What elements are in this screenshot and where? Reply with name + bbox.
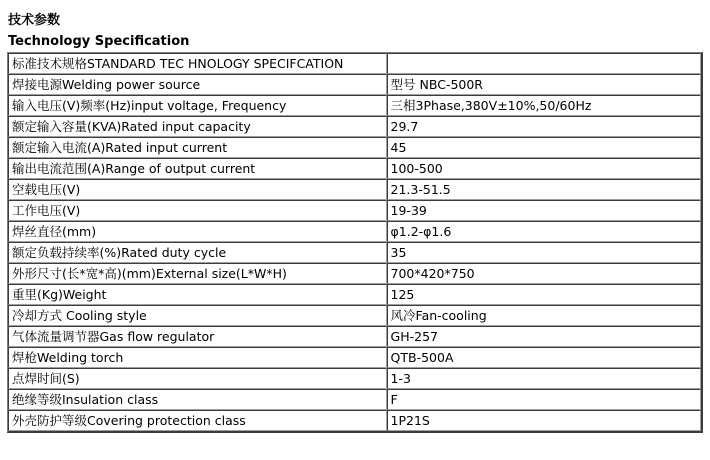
table-row xyxy=(8,179,701,200)
table-row xyxy=(8,137,701,158)
param-cell: 焊枪Welding torch xyxy=(8,347,387,368)
table-row xyxy=(8,95,701,116)
value-cell: 100-500 xyxy=(387,158,701,179)
param-cell: 额定输入容量(KVA)Rated input capacity xyxy=(8,116,387,137)
value-cell: 1-3 xyxy=(387,368,701,389)
param-cell: 冷却方式 Cooling style xyxy=(8,305,387,326)
table-row xyxy=(8,389,701,410)
value-cell: 风冷Fan-cooling xyxy=(387,305,701,326)
param-cell: 焊接电源Welding power source xyxy=(8,74,387,95)
param-cell: 气体流量调节器Gas flow regulator xyxy=(8,326,387,347)
table-row xyxy=(8,326,701,347)
table-row xyxy=(8,347,701,368)
param-cell: 绝缘等级Insulation class xyxy=(8,389,387,410)
param-cell: 工作电压(V) xyxy=(8,200,387,221)
table-row xyxy=(8,305,701,326)
value-cell: 29.7 xyxy=(387,116,701,137)
param-cell: 外形尺寸(长*宽*高)(mm)External size(L*W*H) xyxy=(8,263,387,284)
param-cell: 点焊时间(S) xyxy=(8,368,387,389)
value-cell: 45 xyxy=(387,137,701,158)
value-cell: 21.3-51.5 xyxy=(387,179,701,200)
param-cell: 焊丝直径(mm) xyxy=(8,221,387,242)
page-title-en: Technology Specification xyxy=(8,34,190,49)
value-cell: 35 xyxy=(387,242,701,263)
value-cell: GH-257 xyxy=(387,326,701,347)
param-cell: 输入电压(V)频率(Hz)input voltage, Frequency xyxy=(8,95,387,116)
value-cell xyxy=(387,53,701,74)
param-cell: 额定输入电流(A)Rated input current xyxy=(8,137,387,158)
page-title-cn: 技术参数 xyxy=(8,13,61,28)
param-cell: 输出电流范围(A)Range of output current xyxy=(8,158,387,179)
spec-table xyxy=(7,52,703,433)
table-row xyxy=(8,284,701,305)
param-cell: 额定负载持续率(%)Rated duty cycle xyxy=(8,242,387,263)
value-cell: 700*420*750 xyxy=(387,263,701,284)
param-cell: 标准技术规格STANDARD TEC HNOLOGY SPECIFCATION xyxy=(8,53,387,74)
value-cell: 型号 NBC-500R xyxy=(387,74,701,95)
table-row xyxy=(8,221,701,242)
param-cell: 外壳防护等级Covering protection class xyxy=(8,410,387,431)
spec-table-body xyxy=(8,53,701,431)
value-cell: F xyxy=(387,389,701,410)
value-cell: 19-39 xyxy=(387,200,701,221)
table-row xyxy=(8,263,701,284)
table-row xyxy=(8,410,701,431)
table-row xyxy=(8,368,701,389)
table-row xyxy=(8,158,701,179)
param-cell: 重里(Kg)Weight xyxy=(8,284,387,305)
table-row xyxy=(8,242,701,263)
table-row xyxy=(8,53,701,74)
value-cell: φ1.2-φ1.6 xyxy=(387,221,701,242)
value-cell: QTB-500A xyxy=(387,347,701,368)
table-row xyxy=(8,200,701,221)
param-cell: 空载电压(V) xyxy=(8,179,387,200)
value-cell: 125 xyxy=(387,284,701,305)
table-row xyxy=(8,74,701,95)
table-row xyxy=(8,116,701,137)
value-cell: 三相3Phase,380V±10%,50/60Hz xyxy=(387,95,701,116)
value-cell: 1P21S xyxy=(387,410,701,431)
